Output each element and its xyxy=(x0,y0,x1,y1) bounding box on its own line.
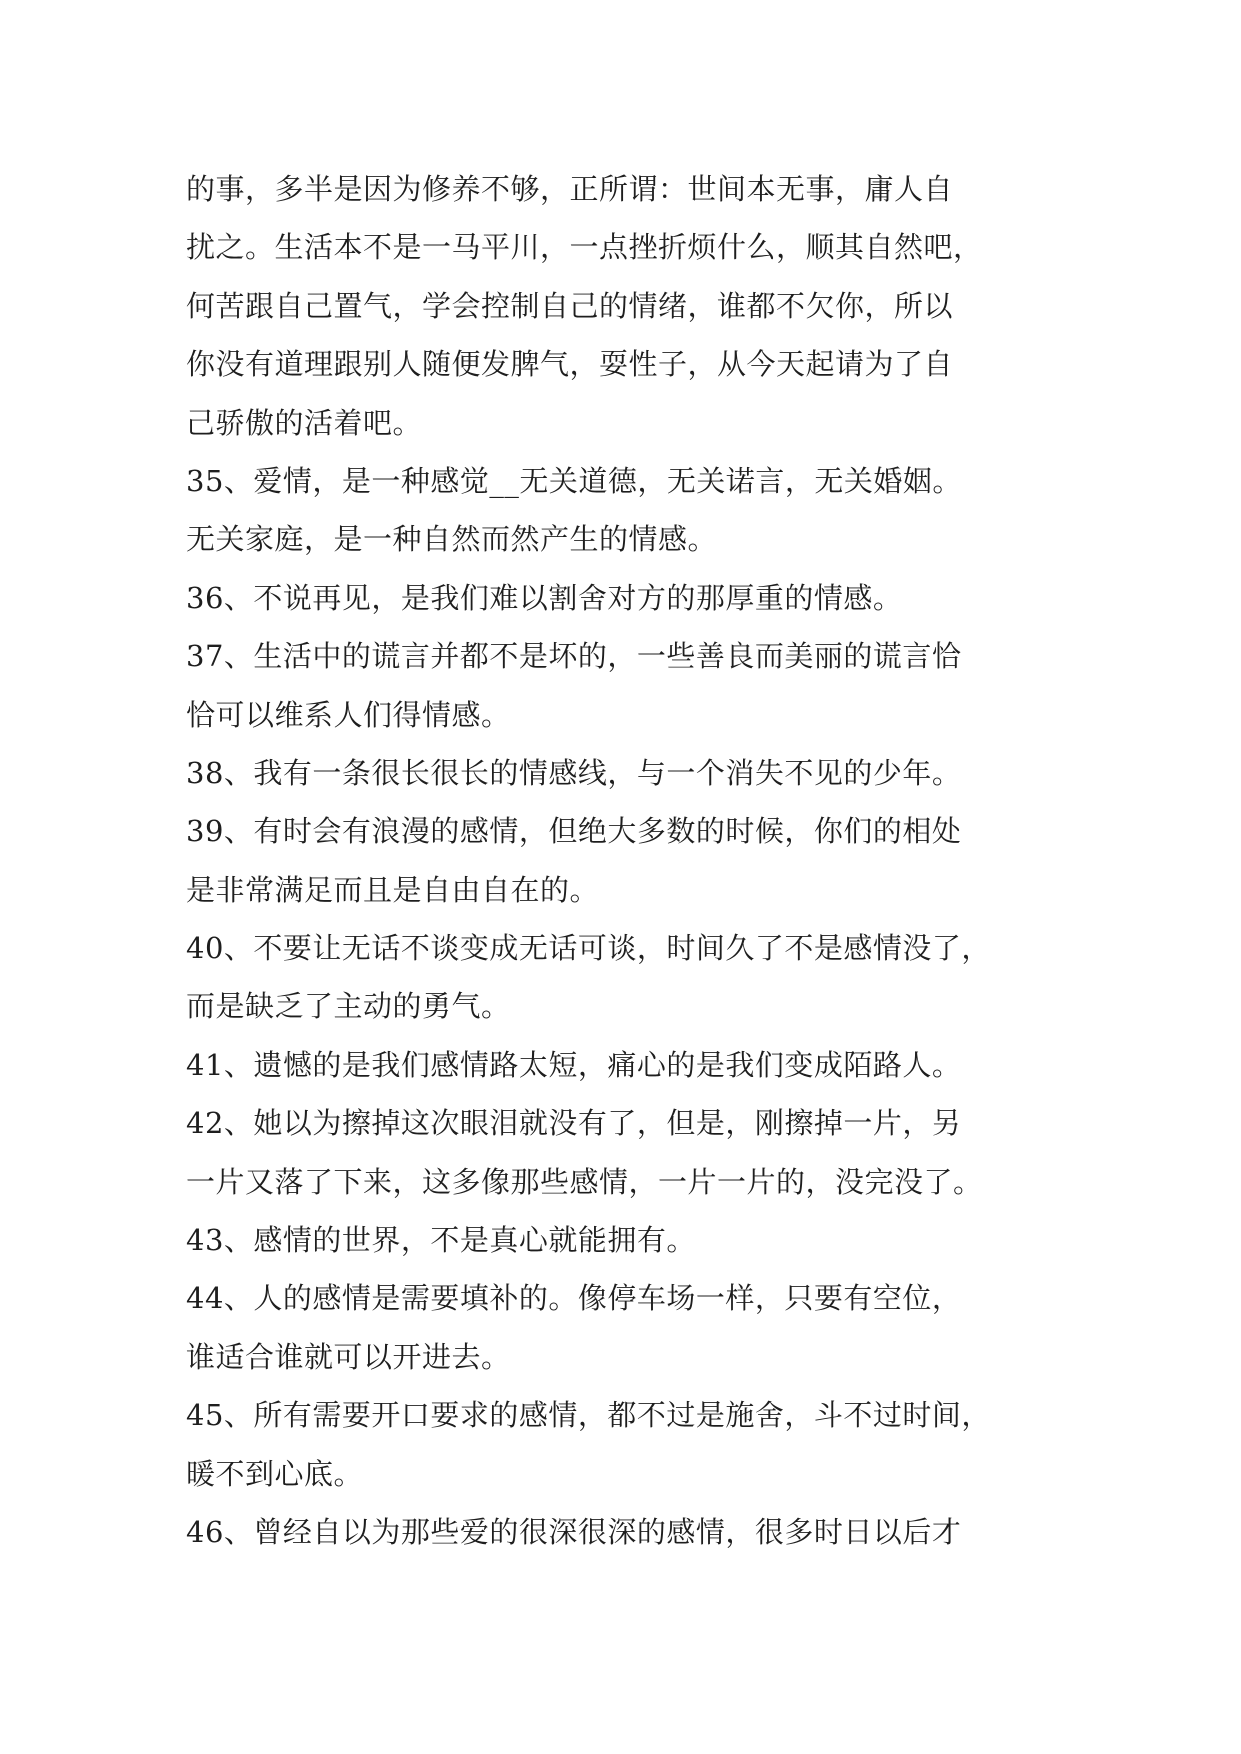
text-line: 无关家庭，是一种自然而然产生的情感。 xyxy=(186,522,718,557)
text-line: 36、不说再见，是我们难以割舍对方的那厚重的情感。 xyxy=(186,580,903,615)
body-text xyxy=(186,160,1066,1561)
text-line: 37、生活中的谎言并都不是坏的，一些善良而美丽的谎言恰 xyxy=(186,639,962,674)
text-line: 35、爱情，是一种感觉__无关道德，无关诺言，无关婚姻。 xyxy=(186,463,962,498)
text-line: 你没有道理跟别人随便发脾气，耍性子，从今天起请为了自 xyxy=(186,347,954,382)
text-line: 45、所有需要开口要求的感情，都不过是施舍，斗不过时间， xyxy=(186,1398,991,1433)
text-line: 谁适合谁就可以开进去。 xyxy=(186,1339,511,1374)
text-line: 恰可以维系人们得情感。 xyxy=(186,697,511,732)
text-line: 而是缺乏了主动的勇气。 xyxy=(186,989,511,1024)
text-line: 己骄傲的活着吧。 xyxy=(186,405,423,440)
text-line: 何苦跟自己置气，学会控制自己的情绪，谁都不欠你，所以 xyxy=(186,288,954,323)
text-line: 43、感情的世界，不是真心就能拥有。 xyxy=(186,1223,696,1258)
text-line: 的事，多半是因为修养不够，正所谓：世间本无事，庸人自 xyxy=(186,172,954,206)
text-line: 暖不到心底。 xyxy=(186,1456,364,1491)
text-line: 39、有时会有浪漫的感情，但绝大多数的时候，你们的相处 xyxy=(186,814,962,849)
text-line: 42、她以为擦掉这次眼泪就没有了，但是，刚擦掉一片，另 xyxy=(186,1106,962,1141)
text-line: 40、不要让无话不谈变成无话可谈，时间久了不是感情没了， xyxy=(186,931,991,966)
text-line: 44、人的感情是需要填补的。像停车场一样，只要有空位， xyxy=(186,1281,962,1316)
text-line: 一片又落了下来，这多像那些感情，一片一片的，没完没了。 xyxy=(186,1164,983,1199)
text-line: 41、遗憾的是我们感情路太短，痛心的是我们变成陌路人。 xyxy=(186,1047,962,1082)
text-line: 是非常满足而且是自由自在的。 xyxy=(186,872,600,907)
text-line: 46、曾经自以为那些爱的很深很深的感情，很多时日以后才 xyxy=(186,1514,962,1549)
text-line: 38、我有一条很长很长的情感线，与一个消失不见的少年。 xyxy=(186,755,962,790)
text-line: 扰之。生活本不是一马平川，一点挫折烦什么，顺其自然吧， xyxy=(186,230,983,265)
